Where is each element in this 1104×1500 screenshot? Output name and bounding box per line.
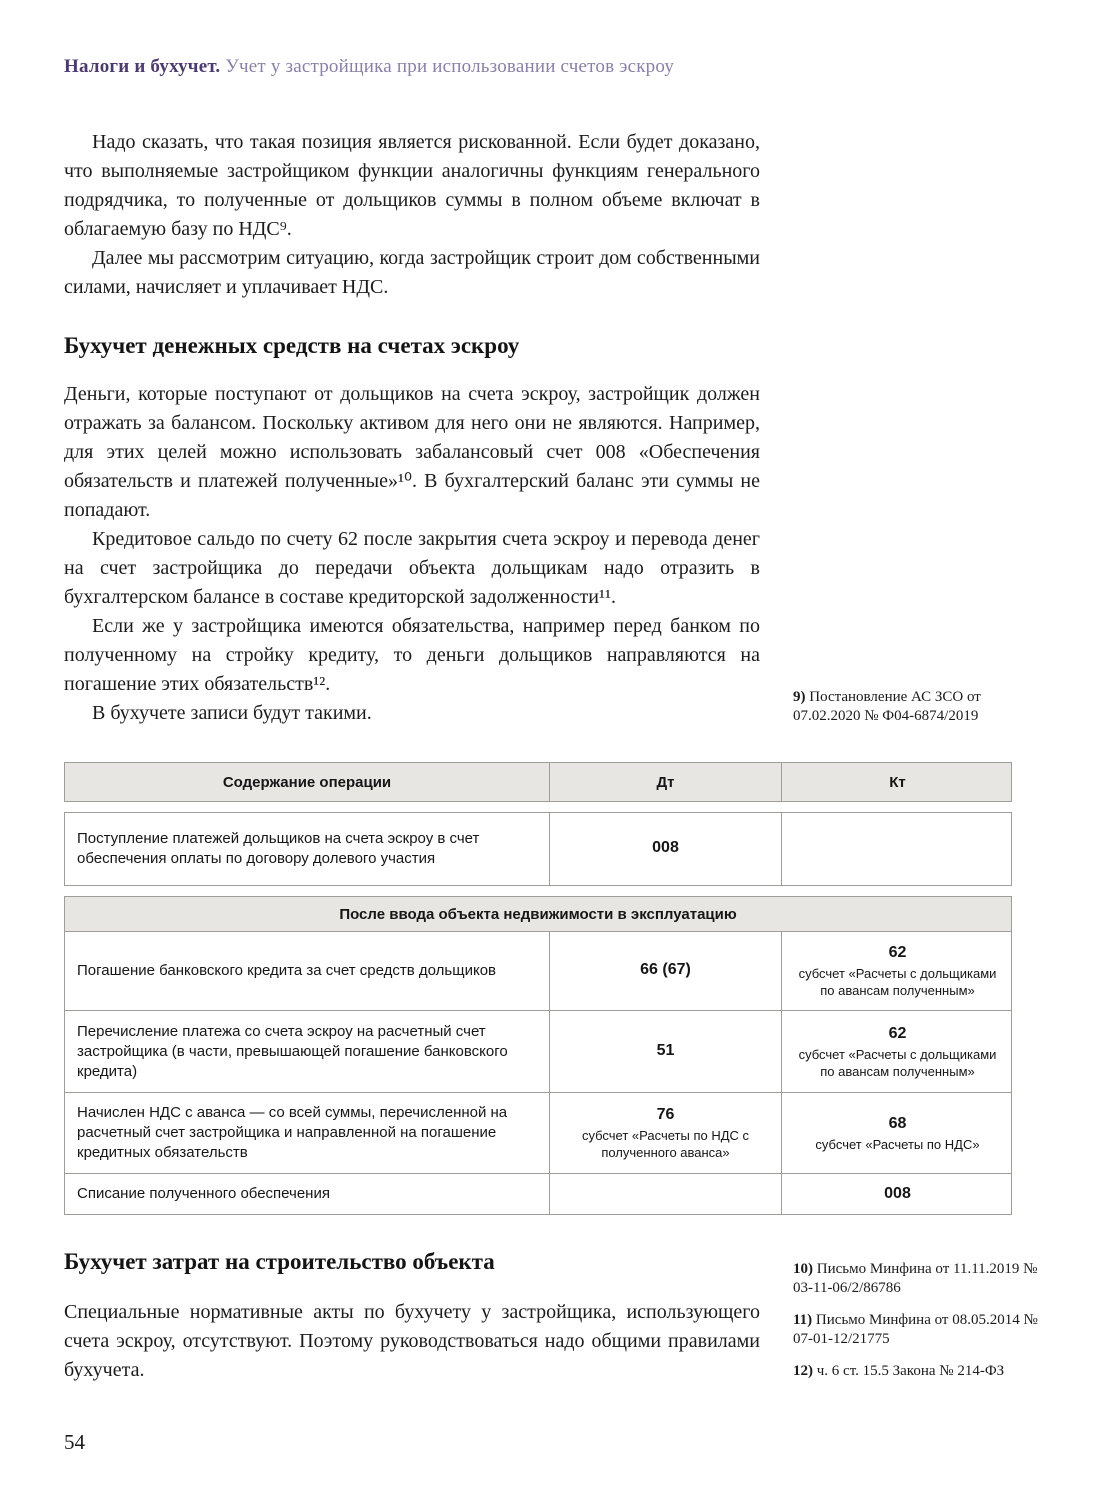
table-escrow-entries <box>64 762 1012 886</box>
footnote-number: 9) <box>793 689 806 705</box>
debit-account: 76 <box>656 1106 675 1123</box>
paragraph: Специальные нормативные акты по бухучету у застройщика, использующего счета эскроу, отсутствуют. Поэтому руководствоваться надо общими правилами бухучета. <box>64 1301 760 1381</box>
footnotes-block <box>793 1260 1045 1394</box>
credit-account: 62 <box>888 944 907 961</box>
cell-debit <box>549 932 781 1010</box>
table-row <box>65 1173 1011 1214</box>
paragraph: Деньги, которые поступают от дольщиков на счета эскроу, застройщик должен отражать за балансом. Поскольку активом для него они не являются. Например, для этих целей можно использовать забалансовый счет 008 «Обеспечения обязательств и платежей полученные»¹⁰. В бухгалтерский баланс эти суммы не попадают. <box>64 383 760 521</box>
footnote-text: Постановление АС ЗСО от 07.02.2020 № Ф04-6874/2019 <box>793 689 981 724</box>
footnote-10 <box>793 1260 1045 1298</box>
page-number: 54 <box>64 1430 85 1454</box>
cell-credit <box>781 813 1013 885</box>
paragraph: В бухучете записи будут такими. <box>92 702 372 724</box>
footnote-9 <box>793 688 1045 726</box>
footnote-11 <box>793 1311 1045 1349</box>
credit-account: 008 <box>884 1185 911 1202</box>
paragraph: Кредитовое сальдо по счету 62 после закрытия счета эскроу и перевода денег на счет застройщика до передачи объекта дольщикам надо отразить в бухгалтерском балансе в составе кредиторской задолженности¹¹. <box>64 528 760 608</box>
debit-account: 008 <box>652 839 679 856</box>
credit-subaccount: субсчет «Расчеты по НДС» <box>815 1136 980 1152</box>
footnote-12 <box>793 1362 1045 1381</box>
column-header-credit: Кт <box>781 763 1013 801</box>
debit-subaccount: субсчет «Расчеты по НДС с полученного аванса» <box>581 1128 750 1160</box>
paragraph: Если же у застройщика имеются обязательства, например перед банком по полученному на стройку кредиту, то деньги дольщиков направляются на погашение этих обязательств¹². <box>64 615 760 695</box>
cell-operation: Перечисление платежа со счета эскроу на расчетный счет застройщика (в части, превышающей погашение банковского кредита) <box>77 1022 508 1080</box>
column-header-operation: Содержание операции <box>222 773 392 791</box>
credit-account: 62 <box>888 1024 907 1042</box>
cell-debit <box>549 1011 781 1092</box>
cell-credit <box>781 1174 1013 1214</box>
column-header-debit: Дт <box>549 763 781 801</box>
cell-credit <box>781 932 1013 1010</box>
footnote-number: 12) <box>793 1363 813 1379</box>
paragraph: Надо сказать, что такая позиция является рискованной. Если будет доказано, что выполняемые застройщиком функции аналогичны функциям генерального подрядчика, то полученные от дольщиков суммы в полном объеме включат в облагаемую базу по НДС⁹. <box>64 131 760 240</box>
debit-account: 66 (67) <box>640 961 691 978</box>
footnote-number: 11) <box>793 1312 813 1328</box>
article-title: Учет у застройщика при использовании счетов эскроу <box>220 56 675 77</box>
table-header-row <box>64 762 1012 802</box>
table-section-title: После ввода объекта недвижимости в эксплуатацию <box>64 896 1012 932</box>
table-row <box>65 1010 1011 1092</box>
footnote-text: ч. 6 ст. 15.5 Закона № 214-ФЗ <box>813 1363 1005 1379</box>
rubric-title: Налоги и бухучет. <box>64 56 221 77</box>
table-after-commissioning <box>64 896 1012 1215</box>
credit-account: 68 <box>888 1114 907 1132</box>
cell-operation: Списание полученного обеспечения <box>77 1185 330 1202</box>
cell-credit <box>781 1011 1013 1092</box>
cell-debit <box>549 1174 781 1214</box>
footnote-text: Письмо Минфина от 11.11.2019 № 03-11-06/2/86786 <box>793 1261 1038 1296</box>
debit-account: 51 <box>656 1041 675 1059</box>
cell-operation: Начислен НДС с аванса — со всей суммы, перечисленной на расчетный счет застройщика и направленной на погашение кредитных обязательств <box>77 1104 508 1161</box>
cell-debit <box>549 813 781 885</box>
paragraph: Далее мы рассмотрим ситуацию, когда застройщик строит дом собственными силами, начисляет и уплачивает НДС. <box>64 247 760 298</box>
credit-subaccount: субсчет «Расчеты с дольщиками по авансам полученным» <box>798 1046 997 1079</box>
table-row <box>65 1092 1011 1173</box>
table-row <box>65 813 1011 885</box>
running-head <box>64 56 674 78</box>
table-row <box>65 932 1011 1010</box>
footnote-text: Письмо Минфина от 08.05.2014 № 07-01-12/21775 <box>793 1312 1038 1347</box>
section-heading-construction-costs: Бухучет затрат на строительство объекта <box>64 1249 495 1274</box>
cell-credit <box>781 1093 1013 1173</box>
cell-operation: Погашение банковского кредита за счет средств дольщиков <box>77 962 497 979</box>
section-heading-escrow-accounting: Бухучет денежных средств на счетах эскроу <box>64 333 520 358</box>
costs-section <box>64 1248 760 1385</box>
main-text-column <box>64 128 760 728</box>
footnote-number: 10) <box>793 1261 813 1277</box>
cell-operation: Поступление платежей дольщиков на счета эскроу в счет обеспечения оплаты по договору долевого участия <box>77 830 480 867</box>
cell-debit <box>549 1093 781 1173</box>
credit-subaccount: субсчет «Расчеты с дольщиками по авансам полученным» <box>798 966 997 998</box>
